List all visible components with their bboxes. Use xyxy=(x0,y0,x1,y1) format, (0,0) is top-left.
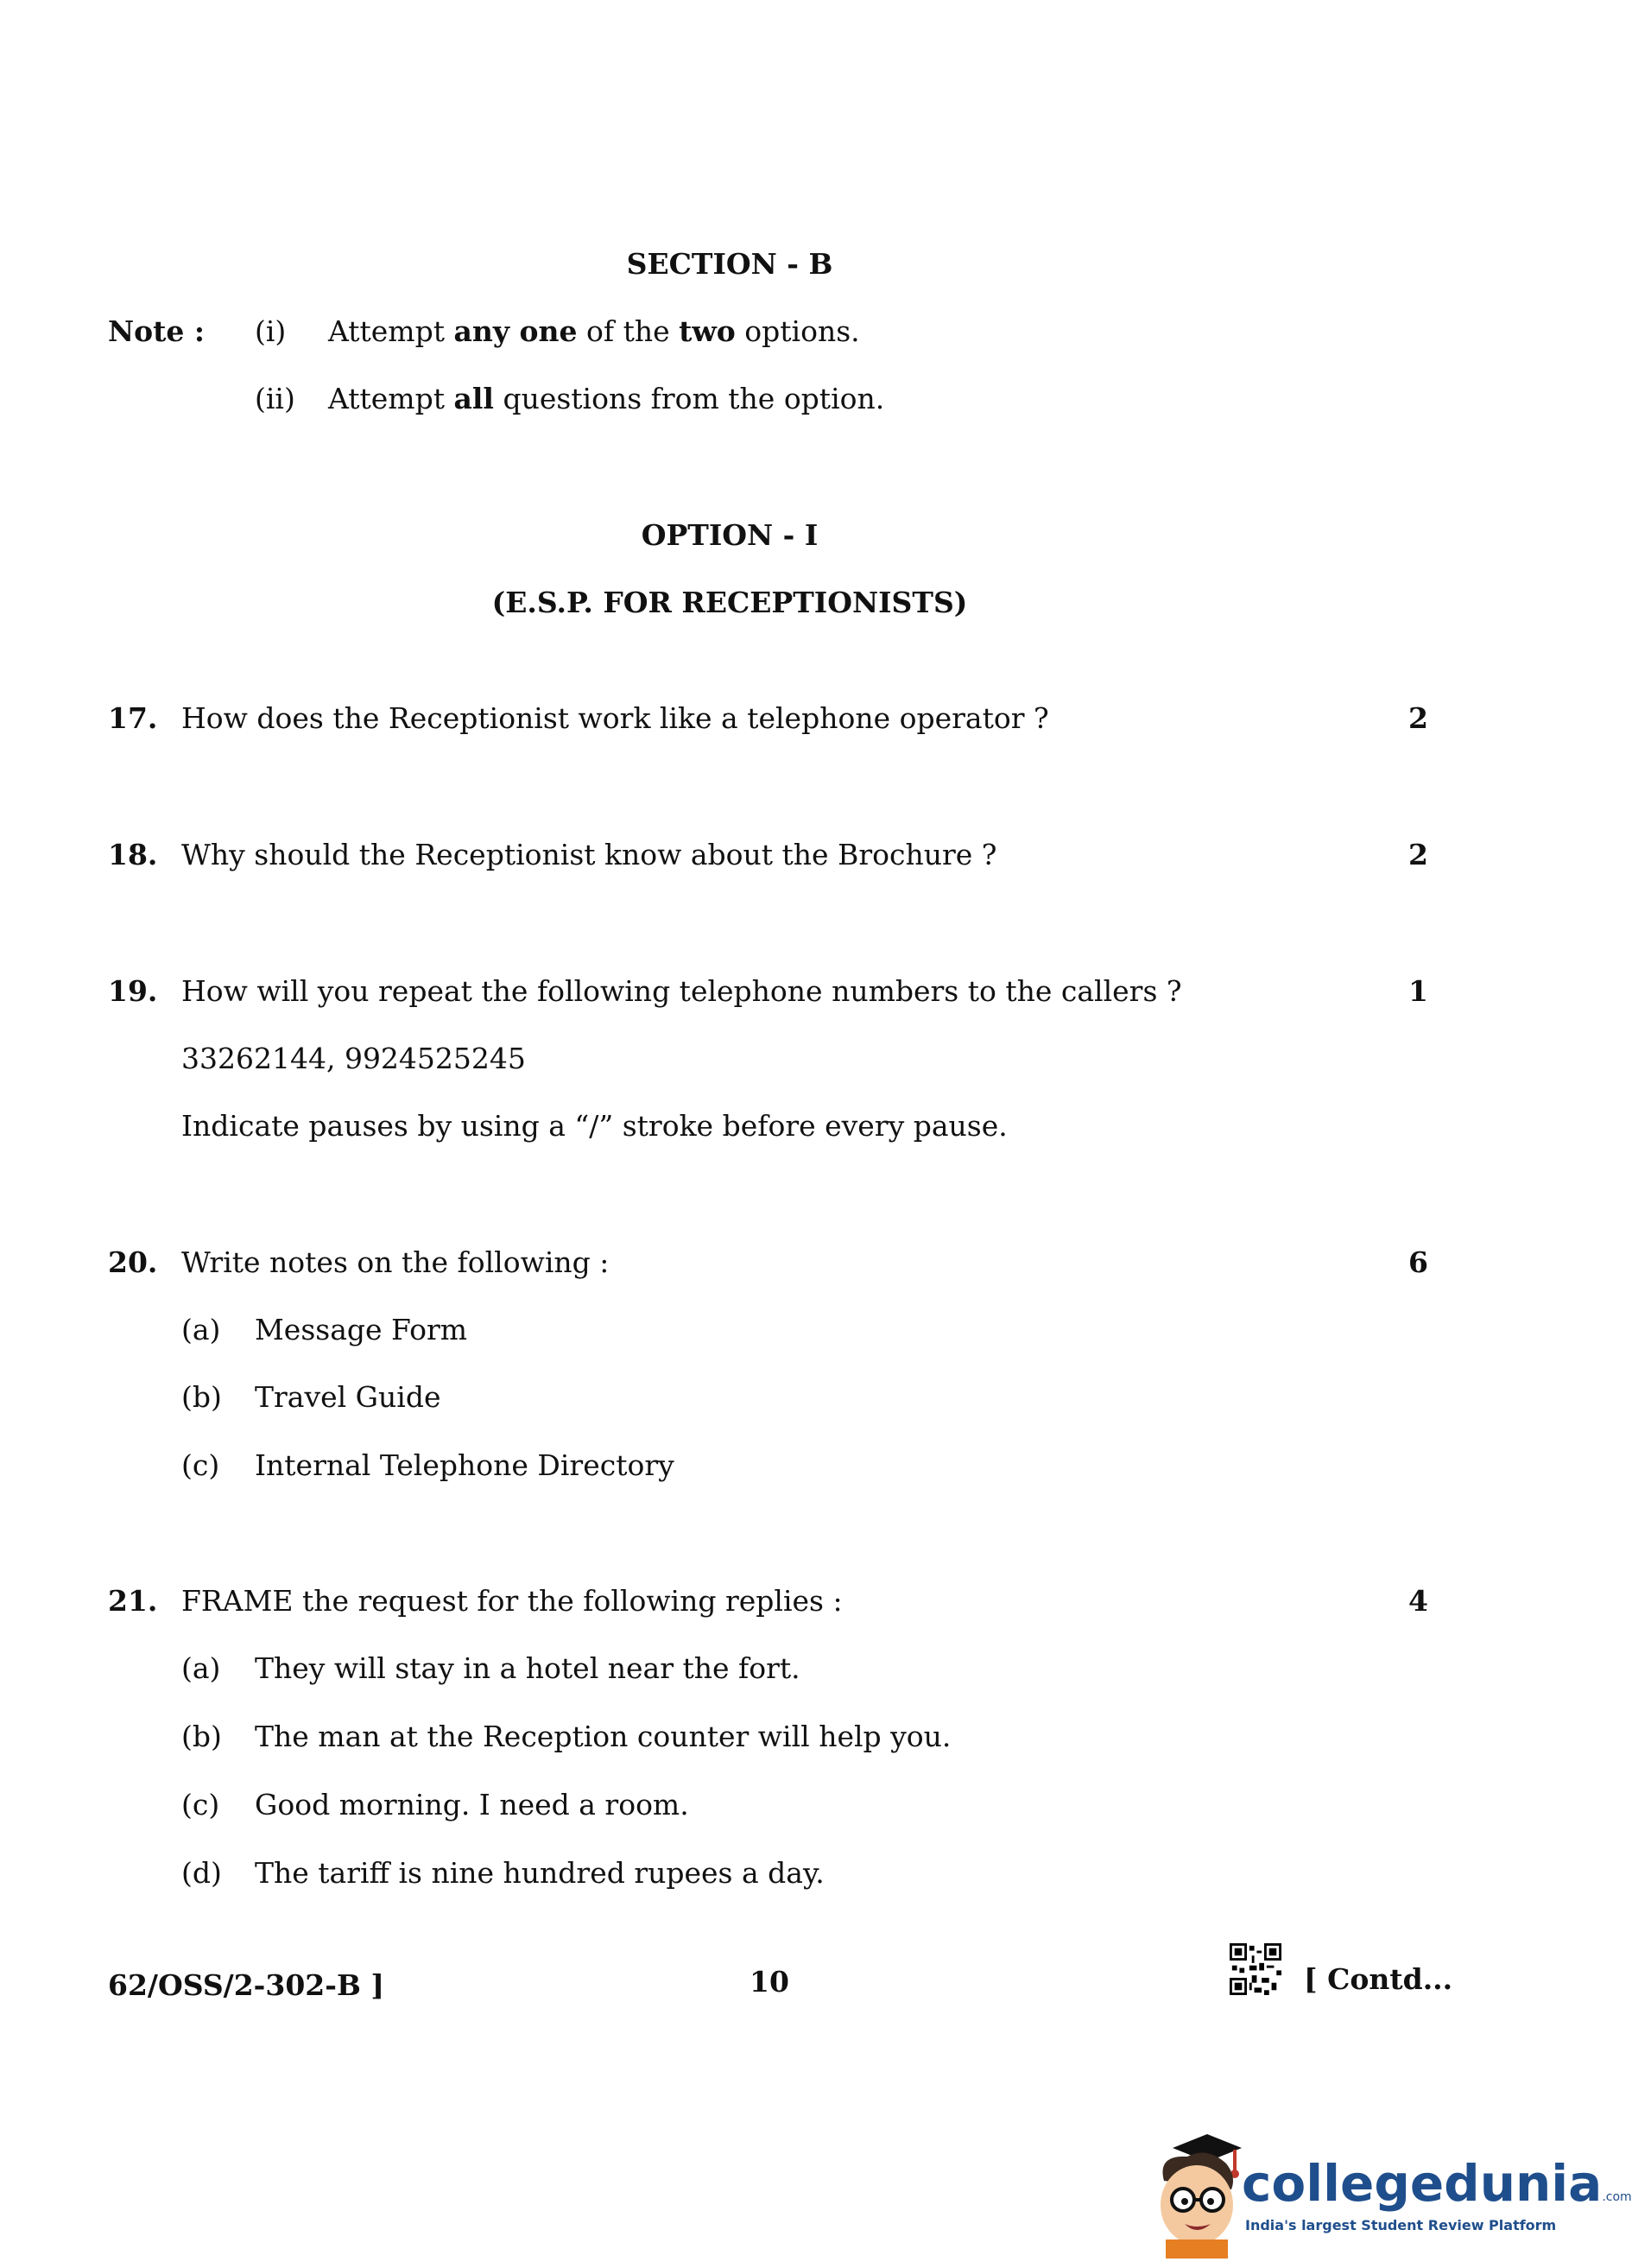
mascot-icon xyxy=(1140,2129,1252,2258)
collegedunia-watermark xyxy=(1140,2129,1632,2258)
question-marks: 1 xyxy=(1408,974,1428,1008)
brand-tagline: India's largest Student Review Platform xyxy=(1245,2217,1557,2233)
brand-name: collegedunia xyxy=(1242,2154,1603,2213)
note-text-ii: Attempt all questions from the option. xyxy=(328,382,885,415)
phone-numbers: 33262144, 9924525245 xyxy=(181,1042,526,1075)
question-number: 19. xyxy=(108,974,158,1008)
item-label: (c) xyxy=(181,1788,220,1821)
item-text: Internal Telephone Directory xyxy=(255,1448,674,1482)
page-number: 10 xyxy=(750,1965,789,1999)
note-label: Note : xyxy=(108,314,206,348)
question-number: 21. xyxy=(108,1584,158,1618)
instruction-line: Indicate pauses by using a “/” stroke before every pause. xyxy=(181,1109,1008,1143)
item-text: Good morning. I need a room. xyxy=(255,1788,689,1821)
section-title: SECTION - B xyxy=(626,247,833,281)
item-label: (b) xyxy=(181,1380,222,1414)
item-label: (a) xyxy=(181,1651,221,1685)
question-text: Why should the Receptionist know about the Brochure ? xyxy=(181,838,997,871)
question-text: Write notes on the following : xyxy=(181,1245,610,1279)
question-text: FRAME the request for the following replies : xyxy=(181,1584,843,1618)
question-text: How does the Receptionist work like a telephone operator ? xyxy=(181,701,1049,735)
question-marks: 6 xyxy=(1408,1245,1428,1279)
option-subtitle: (E.S.P. FOR RECEPTIONISTS) xyxy=(491,586,968,619)
note-label-i: (i) xyxy=(255,314,287,348)
item-label: (c) xyxy=(181,1448,220,1482)
note-label-ii: (ii) xyxy=(255,382,295,415)
question-text: How will you repeat the following telephone numbers to the callers ? xyxy=(181,974,1182,1008)
item-text: Message Form xyxy=(255,1313,468,1346)
qr-code-icon xyxy=(1230,1943,1281,1995)
item-text: They will stay in a hotel near the fort. xyxy=(255,1651,800,1685)
question-marks: 2 xyxy=(1408,701,1428,735)
item-text: The man at the Reception counter will help you. xyxy=(255,1720,952,1753)
item-label: (a) xyxy=(181,1313,221,1346)
question-marks: 2 xyxy=(1408,838,1428,871)
option-title: OPTION - I xyxy=(641,518,819,552)
item-text: The tariff is nine hundred rupees a day. xyxy=(255,1856,825,1890)
note-text-i: Attempt any one of the two options. xyxy=(328,314,860,348)
item-label: (d) xyxy=(181,1856,222,1890)
question-number: 17. xyxy=(108,701,158,735)
item-text: Travel Guide xyxy=(255,1380,441,1414)
brand-suffix: .com xyxy=(1602,2190,1632,2204)
question-number: 20. xyxy=(108,1245,158,1279)
paper-code: 62/OSS/2-302-B ] xyxy=(108,1968,384,2002)
item-label: (b) xyxy=(181,1720,222,1753)
contd-label: [ Contd... xyxy=(1304,1962,1453,1996)
question-number: 18. xyxy=(108,838,158,871)
question-marks: 4 xyxy=(1408,1584,1428,1618)
